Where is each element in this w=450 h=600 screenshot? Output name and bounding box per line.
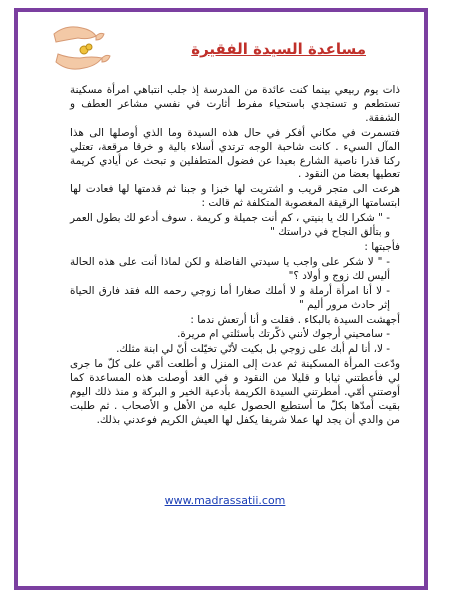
dialogue-line: - " لا شكر على واجب يا سيدتي الفاضلة و لكن لماذا أنت على هذه الحالة أليس لك زوج و أولاد ؟" xyxy=(70,255,390,282)
paragraph: ذات يوم ربيعي بينما كنت عائدة من المدرسة إذ جلب انتباهي امرأة مسكينة تستطعم و تستجدي باستحياء مفرط أثارت في نفسي مشاعر العطف و الشفقة. xyxy=(70,84,400,124)
page-title: مساعدة السيدة الفقيرة xyxy=(191,40,366,58)
paragraph: هرعت الى متجر قريب و اشتريت لها خبزا و جبنا ثم قدمتها لها فعادت لها ابتسامتها الرقيقة المغصوبة المتكلفة ثم قالت : xyxy=(70,183,400,210)
dialogue-line: - لا أنا امرأة أرملة و لا أملك صغارا أما زوجي رحمه الله فقد فارق الحياة إثر حادث مرور أليم " xyxy=(70,284,390,311)
dialogue-line: - سامحيني أرجوك لأنني ذكّرتك بأسئلتي ام مريرة. xyxy=(177,328,390,341)
paragraph: فأجبتها : xyxy=(364,240,400,253)
giving-hands-icon xyxy=(44,14,114,84)
paragraph: فتسمرت في مكاني أفكر في حال هذه السيدة وما الذي أوصلها الى هذا المآل السيء . كانت شاحبة الوجه ترتدي أسلاء بالية و خرقا مرقعة، تعتلي ركنا قذرا ناصية الشارع بعيدا عن فضول المتطفلين و تبحث عن أيادي كريمة تعطيها بعضا من النقود . xyxy=(70,126,400,181)
paragraph: ودّعت المرأة المسكينة ثم عدت إلى المنزل و أطلعت أمّي على كلّ ما جرى لي فأعطتني ثيابا و قليلا من النقود و في الغد أوصلت هذه المساعدة كما أوصتني أمّي. أمطرتني السيدة الكريمة بأدعية الخير و البركة و منذ ذلك اليوم بقيت أمدّها بكلّ ما أستطيع الحصول عليه من الأهل و الأصحاب . ثم طلبت من والدي أن يجد لها عملا شريفا يكفل لها العيش الكريم فوعدني بذلك. xyxy=(70,358,400,426)
dialogue-line: - لا، أنا لم أبك على زوجي بل بكيت لأنّي تخيّلت أنّ لي ابنة مثلك. xyxy=(116,343,390,356)
website-link[interactable]: www.madrassatii.com xyxy=(164,494,286,507)
story-body xyxy=(70,84,400,429)
dialogue-line: - " شكرا لك يا بنيتي ، كم أنت جميلة و كريمة . سوف أدعو لك بطول العمر و بتألق النجاح في دراستك " xyxy=(70,212,390,239)
paragraph: أجهشت السيدة بالبكاء . فقلت و أنا أرتعش ندما : xyxy=(190,313,400,326)
